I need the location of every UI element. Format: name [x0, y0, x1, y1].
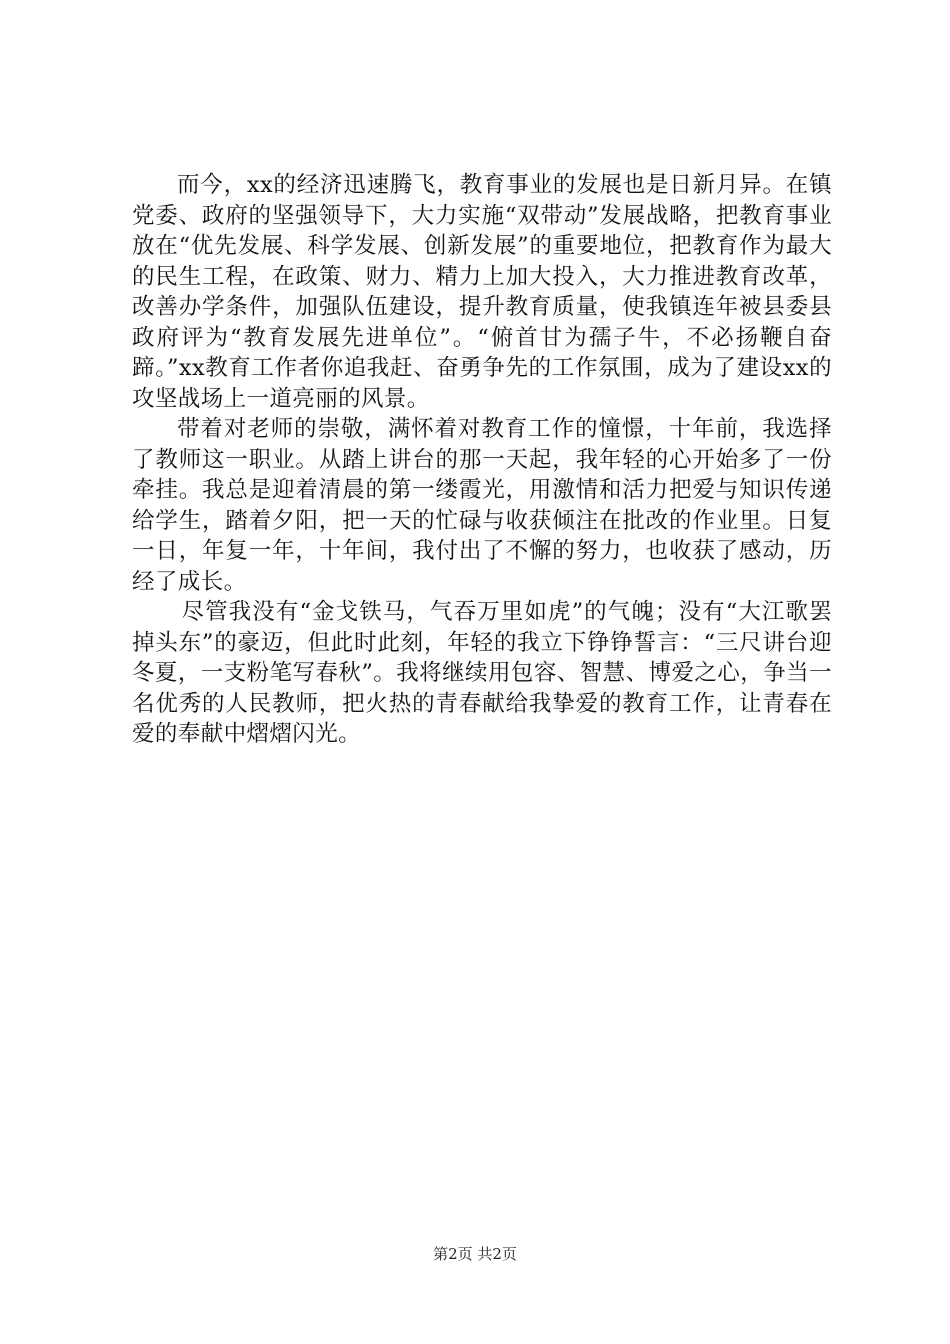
paragraph-1: 而今，xx的经济迅速腾飞，教育事业的发展也是日新月异。在镇党委、政府的坚强领导下，大力实施“双带动”发展战略，把教育事业放在“优先发展、科学发展、创新发展”的重要地位，把教育作为最大的民生工程，在政策、财力、精力上加大投入，大力推进教育改革，改善办学条件，加强队伍建设，提升教育质量，使我镇连年被县委县政府评为“教育发展先进单位”。“俯首甘为孺子牛，不必扬鞭自奋蹄。”xx教育工作者你追我赶、奋勇争先的工作氛围，成为了建设xx的攻坚战场上一道亮丽的风景。	[132, 172, 832, 412]
page-footer: 第2页 共2页	[433, 1245, 517, 1263]
paragraph-3: 尽管我没有“金戈铁马，气吞万里如虎”的气魄；没有“大江歌罢掉头东”的豪迈，但此时此刻，年轻的我立下铮铮誓言：“三尺讲台迎冬夏，一支粉笔写春秋”。我将继续用包容、智慧、博爱之心，争当一名优秀的人民教师，把火热的青春献给我挚爱的教育工作，让青春在爱的奉献中熠熠闪光。	[132, 599, 832, 747]
body-text	[132, 170, 832, 750]
paragraph-2: 带着对老师的崇敬，满怀着对教育工作的憧憬，十年前，我选择了教师这一职业。从踏上讲台的那一天起，我年轻的心开始多了一份牵挂。我总是迎着清晨的第一缕霞光，用激情和活力把爱与知识传递给学生，踏着夕阳，把一天的忙碌与收获倾注在批改的作业里。日复一日，年复一年，十年间，我付出了不懈的努力，也收获了感动，历经了成长。	[132, 416, 832, 595]
